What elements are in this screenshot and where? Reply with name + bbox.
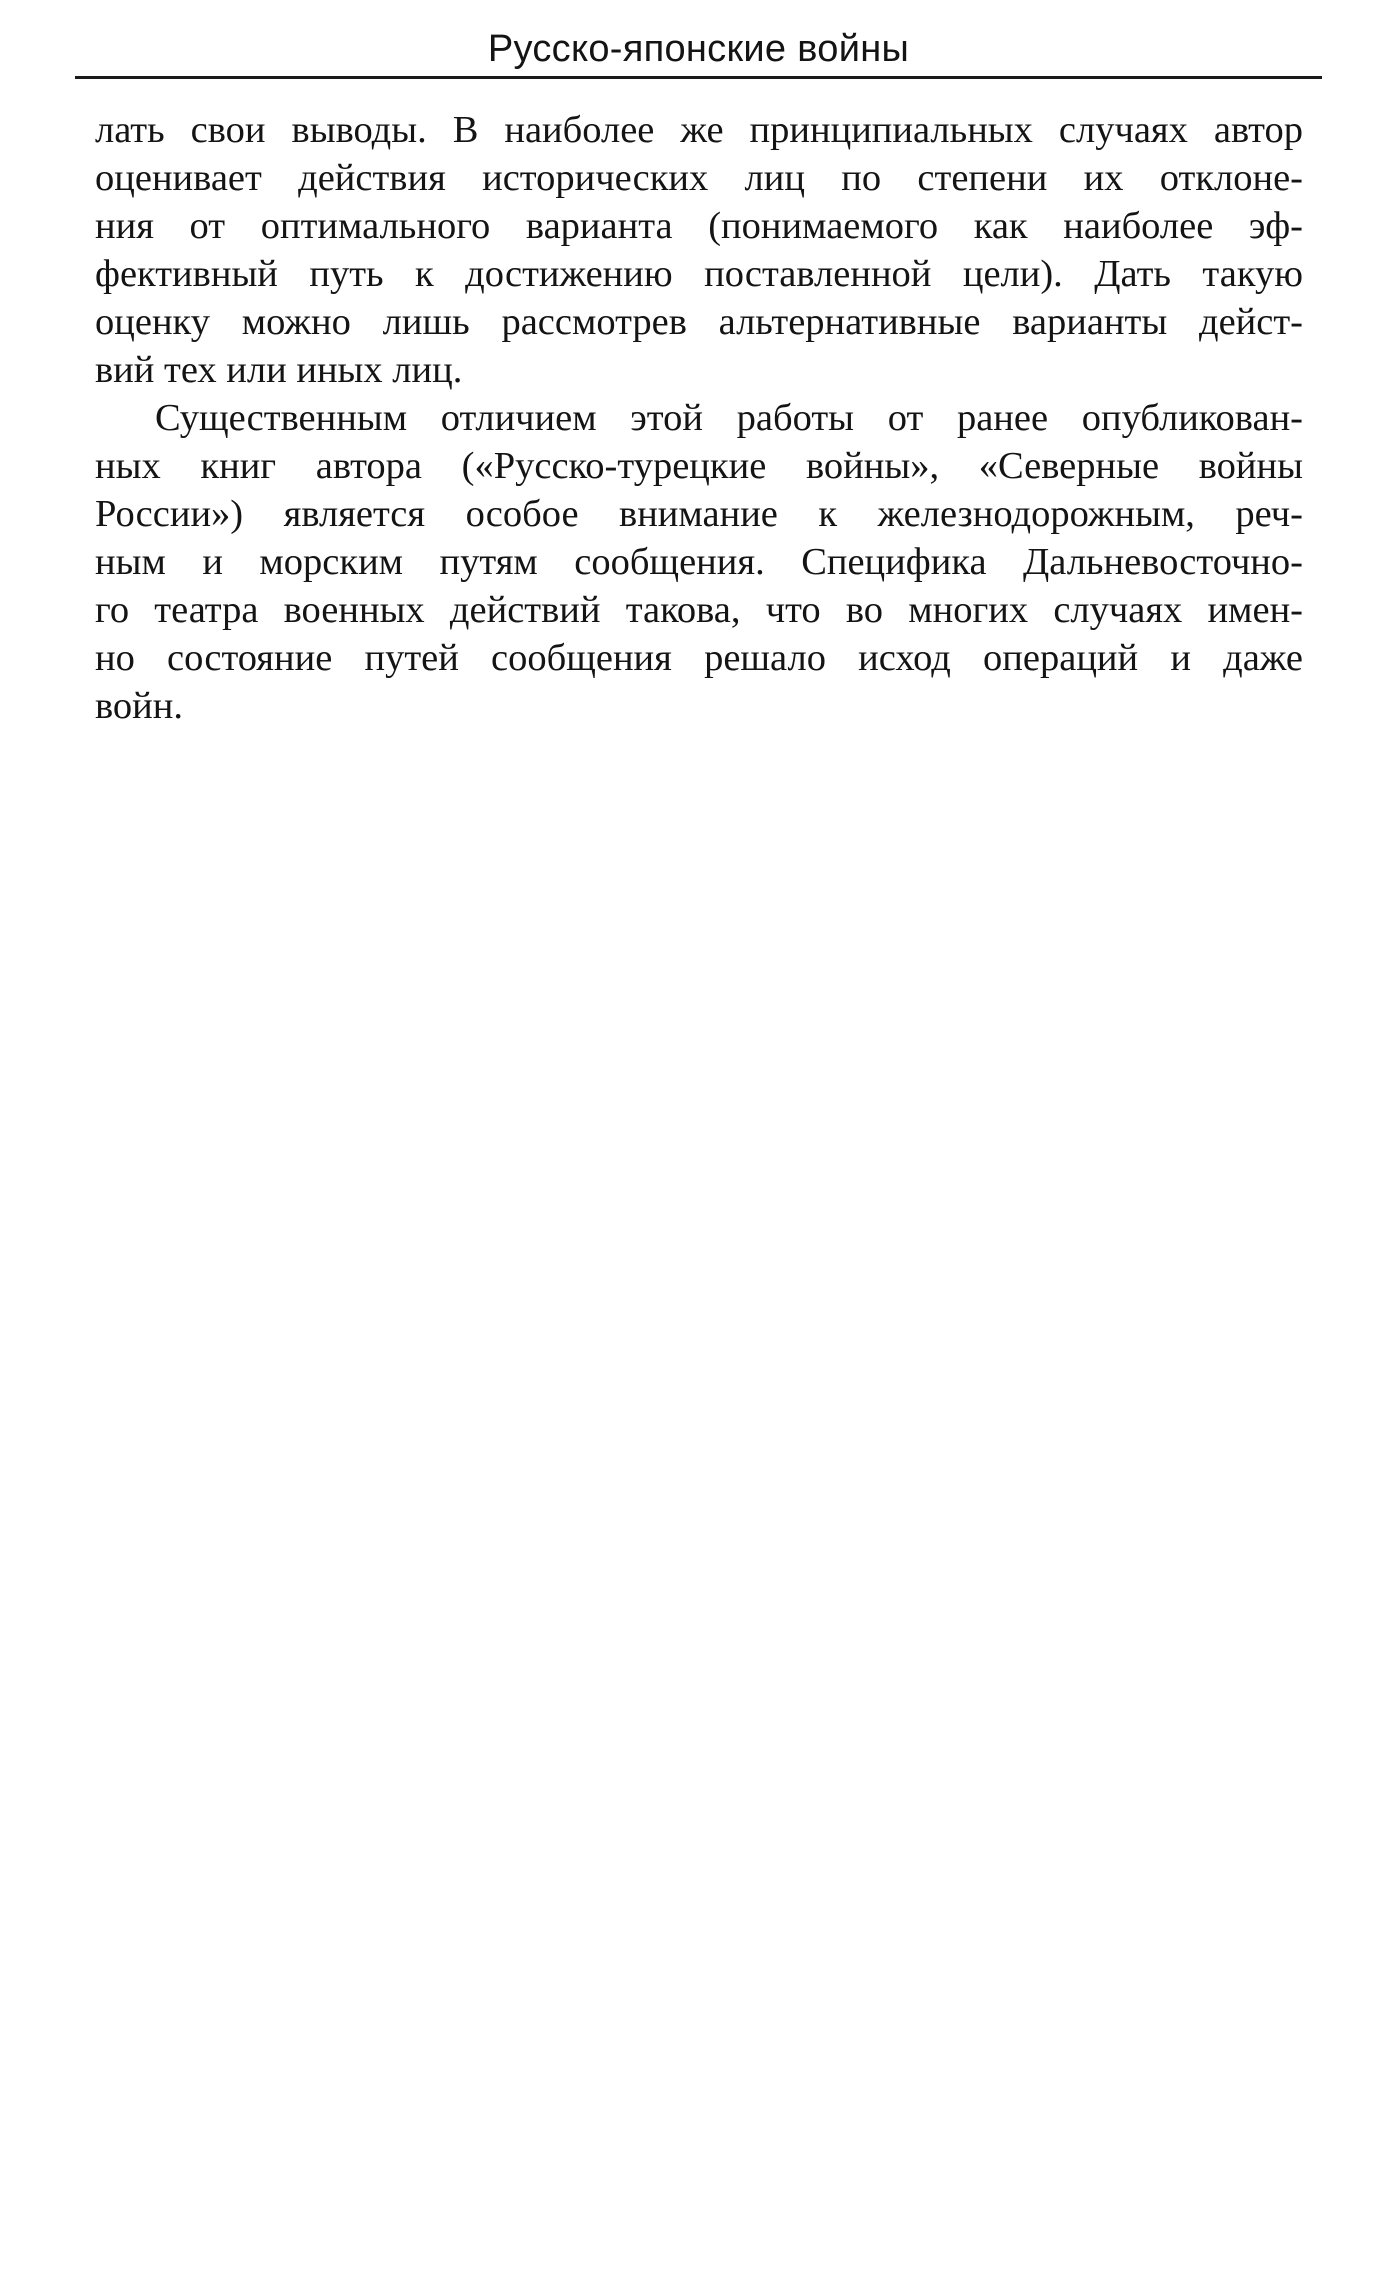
text-line: Существенным отличием этой работы от ранее опубликован-	[155, 397, 1303, 439]
text-line: войн.	[95, 685, 183, 727]
text-line: оценивает действия исторических лиц по степени их отклоне-	[95, 157, 1303, 199]
text-line: фективный путь к достижению поставленной цели). Дать такую	[95, 253, 1303, 295]
body-text	[95, 106, 1303, 730]
text-line: вий тех или иных лиц.	[95, 349, 463, 391]
text-line: лать свои выводы. В наиболее же принципиальных случаях автор	[95, 109, 1303, 151]
text-line: го театра военных действий такова, что во многих случаях имен-	[95, 589, 1303, 631]
text-line: России») является особое внимание к железнодорожным, реч-	[95, 493, 1303, 535]
paragraph-1	[95, 106, 1303, 394]
text-line: ных книг автора («Русско-турецкие войны», «Северные войны	[95, 445, 1303, 487]
text-line: ным и морским путям сообщения. Специфика Дальневосточно-	[95, 541, 1303, 583]
text-line: но состояние путей сообщения решало исход операций и даже	[95, 637, 1303, 679]
running-head-title: Русско-японские войны	[487, 28, 910, 70]
paragraph-2	[95, 394, 1303, 730]
text-line: оценку можно лишь рассмотрев альтернативные варианты дейст-	[95, 301, 1303, 343]
text-line: ния от оптимального варианта (понимаемого как наиболее эф-	[95, 205, 1303, 247]
header-rule	[75, 76, 1322, 79]
